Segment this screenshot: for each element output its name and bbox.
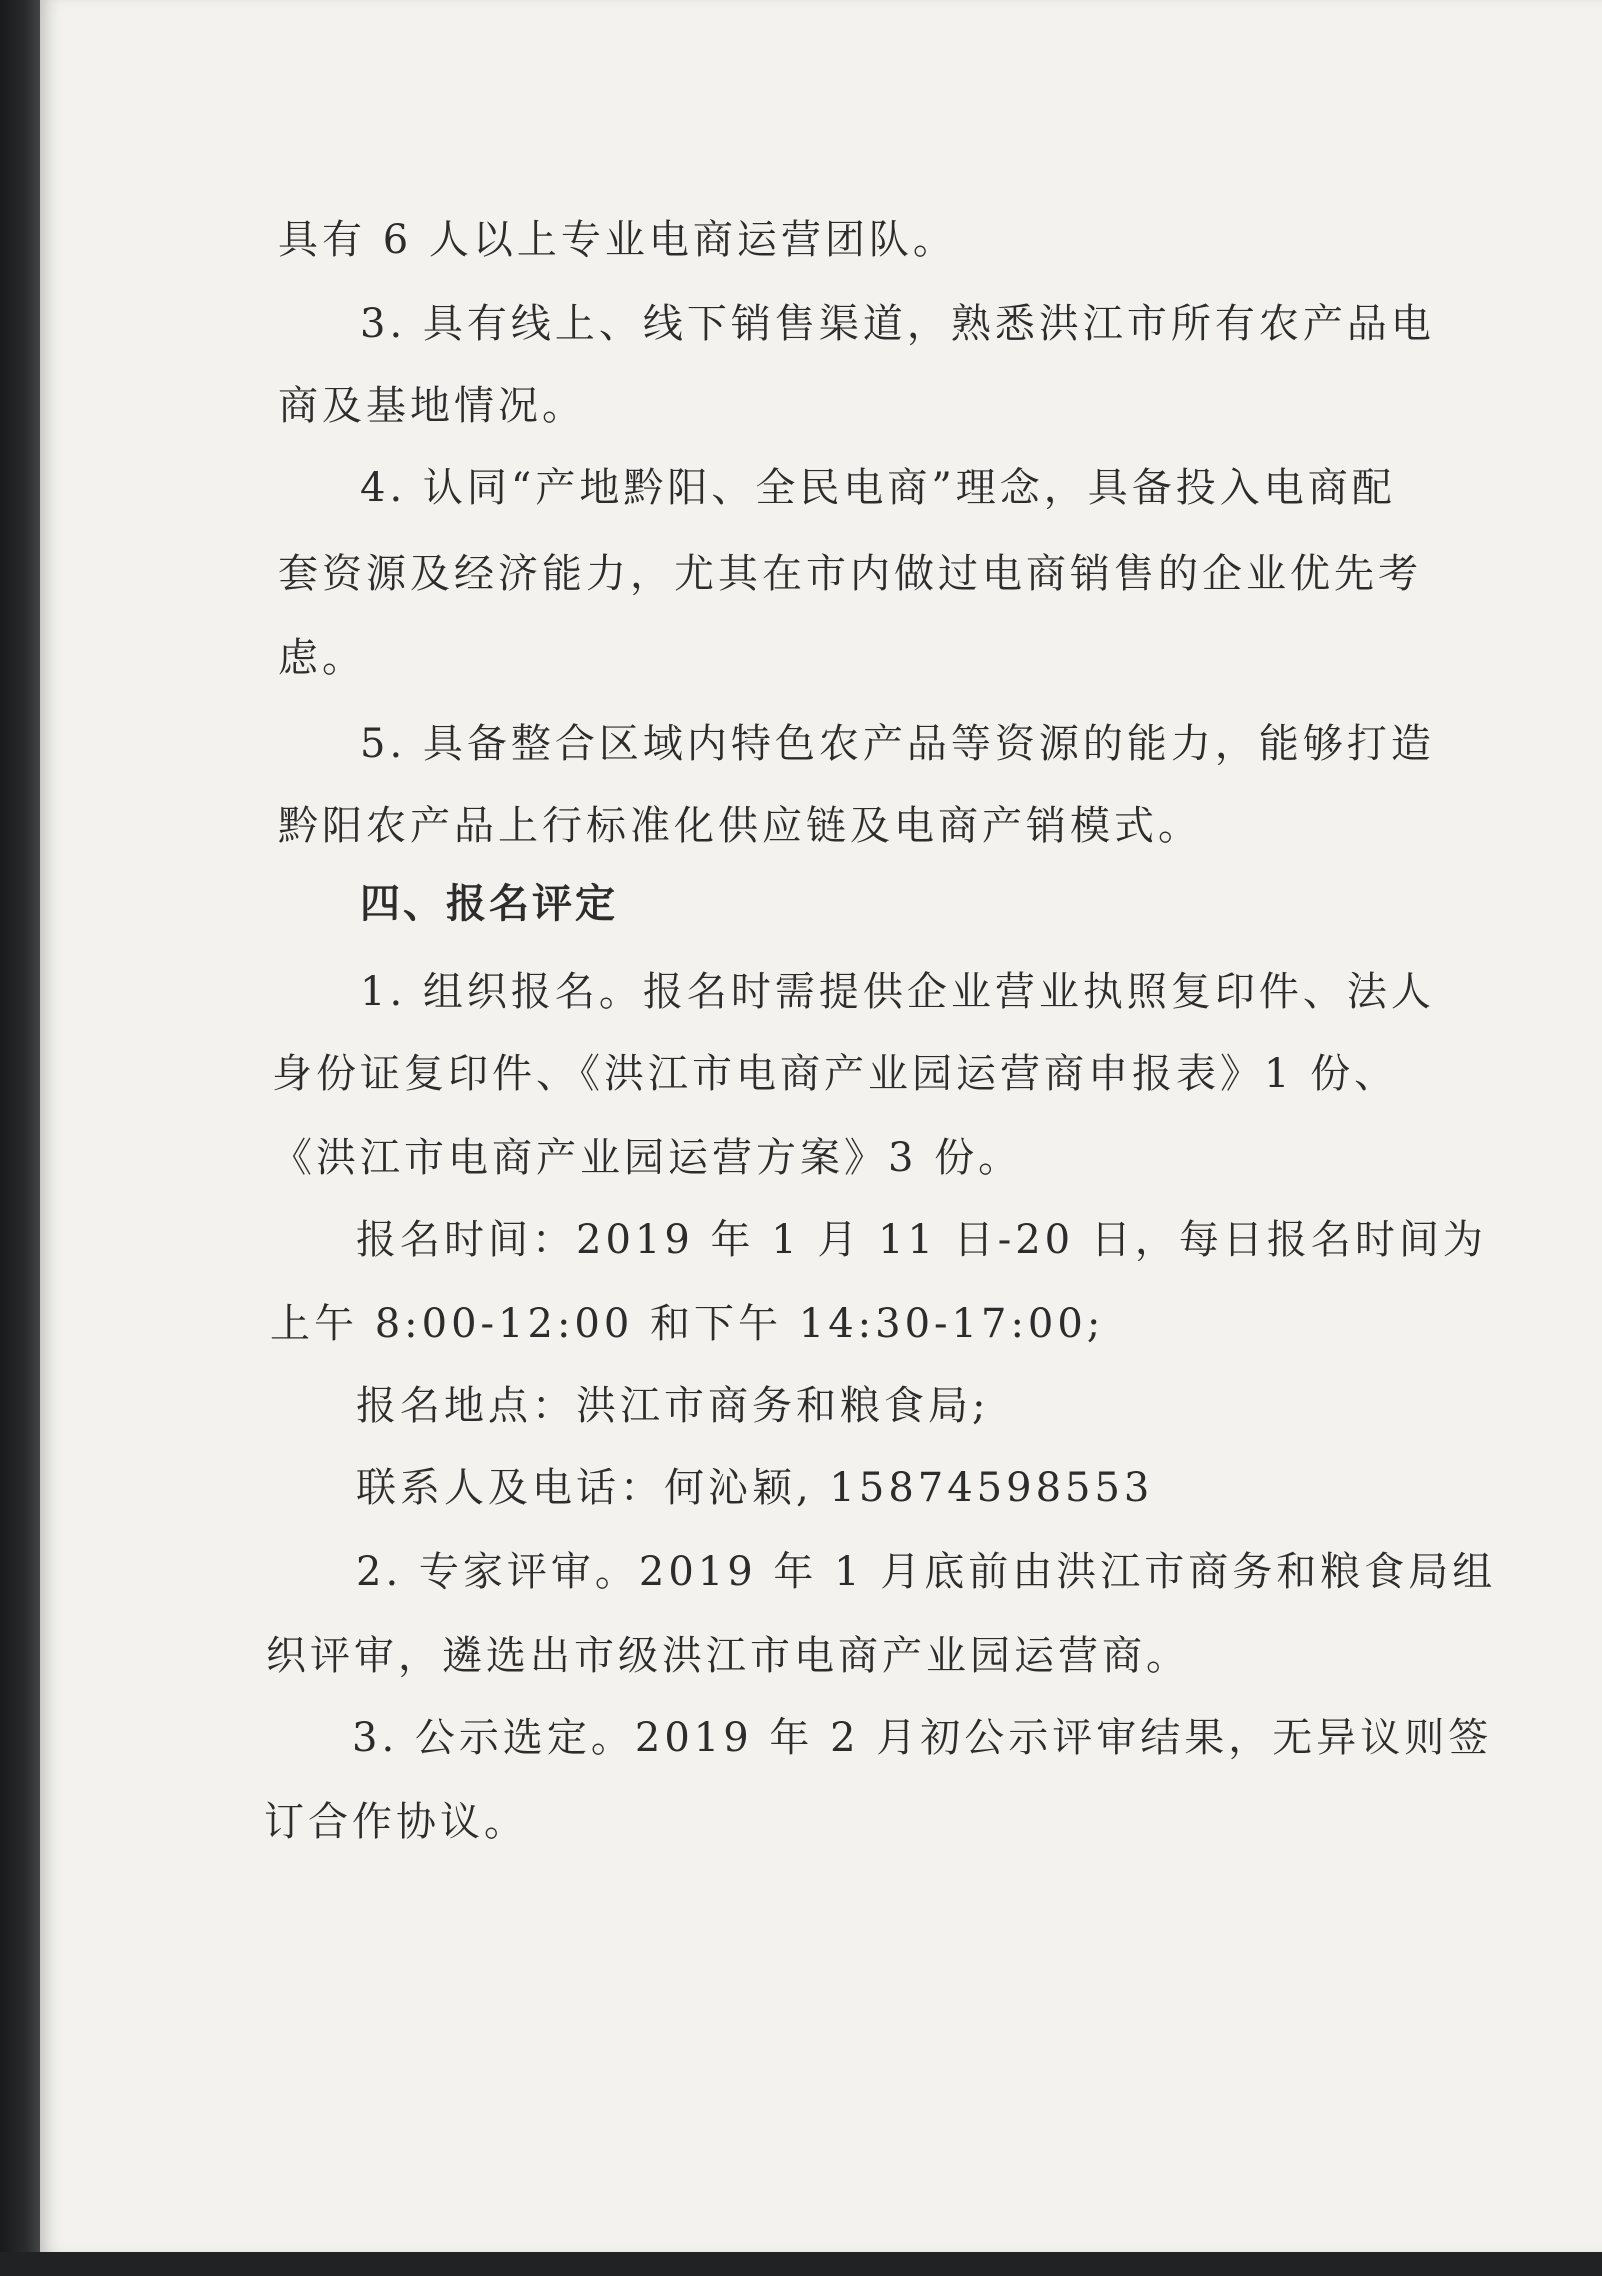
text-line-13: 报名时间：2019 年 1 月 11 日-20 日，每日报名时间为 xyxy=(356,1217,1487,1263)
text-line-20: 订合作协议。 xyxy=(264,1799,528,1845)
text-line-17: 2. 专家评审。2019 年 1 月底前由洪江市商务和粮食局组 xyxy=(356,1549,1497,1595)
text-line-14: 上午 8:00-12:00 和下午 14:30-17:00; xyxy=(270,1301,1105,1347)
scan-left-shadow xyxy=(0,0,44,2276)
text-line-10: 1. 组织报名。报名时需提供企业营业执照复印件、法人 xyxy=(360,969,1435,1015)
text-line-7: 5. 具备整合区域内特色农产品等资源的能力，能够打造 xyxy=(360,721,1435,767)
text-line-12: 《洪江市电商产业园运营方案》3 份。 xyxy=(272,1135,1023,1181)
text-line-15: 报名地点：洪江市商务和粮食局; xyxy=(356,1383,990,1429)
text-line-19: 3. 公示选定。2019 年 2 月初公示评审结果，无异议则签 xyxy=(352,1715,1493,1761)
text-line-1: 具有 6 人以上专业电商运营团队。 xyxy=(278,217,957,263)
text-line-18: 织评审，遴选出市级洪江市电商产业园运营商。 xyxy=(266,1633,1190,1679)
text-line-3: 商及基地情况。 xyxy=(278,383,586,429)
section-heading: 四、报名评定 xyxy=(360,881,618,927)
scan-bottom-edge xyxy=(0,2252,1602,2276)
document-body xyxy=(40,0,1602,2252)
text-line-2: 3. 具有线上、线下销售渠道，熟悉洪江市所有农产品电 xyxy=(360,301,1435,347)
text-line-11: 身份证复印件、《洪江市电商产业园运营商申报表》1 份、 xyxy=(272,1051,1399,1097)
text-line-5: 套资源及经济能力，尤其在市内做过电商销售的企业优先考 xyxy=(278,551,1422,597)
text-line-16: 联系人及电话：何沁颖, 15874598553 xyxy=(356,1465,1154,1511)
text-line-4: 4. 认同“产地黔阳、全民电商”理念，具备投入电商配 xyxy=(360,465,1396,511)
text-line-8: 黔阳农产品上行标准化供应链及电商产销模式。 xyxy=(278,803,1202,849)
document-page xyxy=(40,0,1602,2252)
text-line-6: 虑。 xyxy=(278,635,366,681)
